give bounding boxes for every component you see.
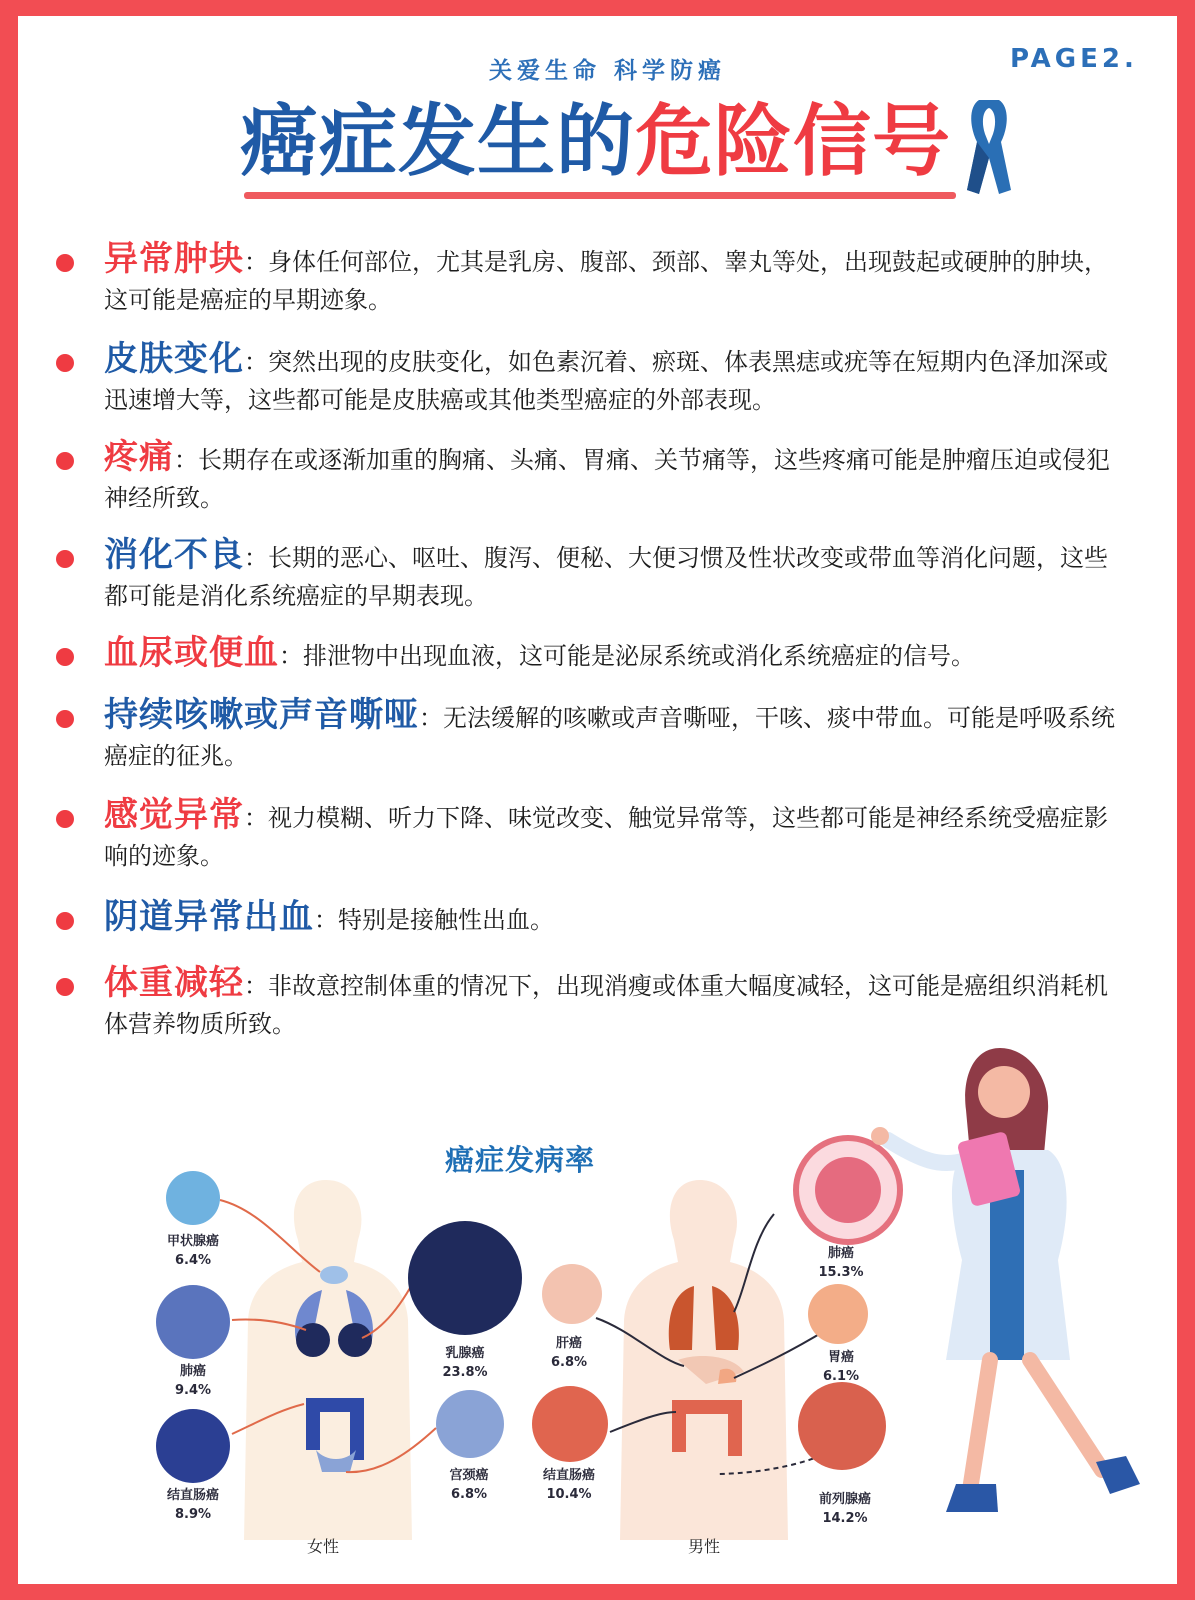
rate-label (414, 1466, 524, 1504)
rate-name: 前列腺癌 (818, 1492, 871, 1507)
slogan: 关爱生命 科学防癌 (488, 58, 726, 84)
female-body-icon (220, 1180, 436, 1540)
doctor-illustration-icon (871, 1048, 1140, 1512)
rate-label (410, 1344, 520, 1382)
rate-label (786, 1244, 896, 1282)
rate-name: 胃癌 (827, 1350, 854, 1365)
signal-description: ：无法缓解的咳嗽或声音嘶哑，干咳、痰中带血。可能是呼吸系统癌症的征兆。 (104, 704, 1115, 770)
signal-description: ：身体任何部位，尤其是乳房、腹部、颈部、睾丸等处，出现鼓起或硬肿的肿块，这可能是癌症的早期迹象。 (104, 248, 1108, 314)
signal-description: ：特别是接触性出血。 (314, 906, 554, 934)
rate-value: 8.9% (174, 1507, 212, 1522)
rate-name: 结直肠癌 (542, 1468, 595, 1483)
rate-value: 15.3% (818, 1265, 864, 1280)
male-colorectal-circle (532, 1386, 608, 1462)
cell-magnifier-icon (815, 1157, 881, 1223)
male-prostate-circle (798, 1382, 886, 1470)
title-blue-part: 癌症发生的 (240, 97, 636, 187)
rate-label (138, 1486, 248, 1524)
signal-keyword: 阴道异常出血 (104, 897, 314, 937)
rate-name: 肺癌 (179, 1364, 206, 1379)
signal-description: ：突然出现的皮肤变化，如色素沉着、瘀斑、体表黑痣或疣等在短期内色泽加深或迅速增大等，这些都可能是皮肤癌或其他类型癌症的外部表现。 (104, 348, 1108, 414)
signal-keyword: 血尿或便血 (104, 633, 279, 673)
rate-value: 23.8% (442, 1365, 488, 1380)
signal-description: ：排泄物中出现血液，这可能是泌尿系统或消化系统癌症的信号。 (279, 642, 975, 670)
signal-description: ：视力模糊、听力下降、味觉改变、触觉异常等，这些都可能是神经系统受癌症影响的迹象。 (104, 804, 1108, 870)
rate-value: 10.4% (546, 1487, 592, 1502)
rate-name: 肺癌 (827, 1246, 854, 1261)
female-cervical-circle (436, 1390, 504, 1458)
signal-description: ：非故意控制体重的情况下，出现消瘦或体重大幅度减轻，这可能是癌组织消耗机体营养物质所致。 (104, 972, 1108, 1038)
signal-keyword: 体重减轻 (104, 963, 244, 1003)
rate-name: 乳腺癌 (445, 1346, 485, 1361)
title-red-part: 危险信号 (635, 97, 952, 187)
rate-label (514, 1334, 624, 1372)
chart-title: 癌症发病率 (445, 1143, 596, 1177)
signal-keyword: 感觉异常 (104, 795, 244, 835)
rate-value: 6.8% (550, 1355, 588, 1370)
female-lung-circle (156, 1285, 230, 1359)
male-label: 男性 (688, 1537, 721, 1556)
rate-value: 9.4% (174, 1383, 212, 1398)
signal-description: ：长期存在或逐渐加重的胸痛、头痛、胃痛、关节痛等，这些疼痛可能是肿瘤压迫或侵犯神经所致。 (104, 446, 1110, 512)
rate-name: 甲状腺癌 (166, 1234, 219, 1249)
male-liver-circle (542, 1264, 602, 1324)
signal-keyword: 异常肿块 (104, 239, 244, 279)
signal-keyword: 持续咳嗽或声音嘶哑 (104, 695, 419, 735)
rate-label (138, 1362, 248, 1400)
rate-label (514, 1466, 624, 1504)
female-thyroid-circle (166, 1171, 220, 1225)
rate-value: 14.2% (822, 1511, 868, 1526)
male-stomach-circle (808, 1284, 868, 1344)
rate-label (790, 1490, 900, 1528)
rate-label (786, 1348, 896, 1386)
rate-value: 6.1% (822, 1369, 860, 1384)
signal-keyword: 疼痛 (104, 437, 174, 477)
signal-keyword: 皮肤变化 (104, 339, 244, 379)
signal-description: ：长期的恶心、呕吐、腹泻、便秘、大便习惯及性状改变或带血等消化问题，这些都可能是消化系统癌症的早期表现。 (104, 544, 1108, 610)
female-colorectal-circle (156, 1409, 230, 1483)
signal-keyword: 消化不良 (104, 535, 244, 575)
rate-name: 结直肠癌 (166, 1488, 219, 1503)
rate-name: 肝癌 (555, 1336, 582, 1351)
page-tag: PAGE2. (1010, 44, 1138, 74)
rate-value: 6.8% (450, 1487, 488, 1502)
female-breast-circle (408, 1221, 522, 1335)
rate-name: 宫颈癌 (449, 1468, 489, 1483)
rate-value: 6.4% (174, 1253, 212, 1268)
female-label: 女性 (307, 1537, 340, 1556)
rate-label (138, 1232, 248, 1270)
